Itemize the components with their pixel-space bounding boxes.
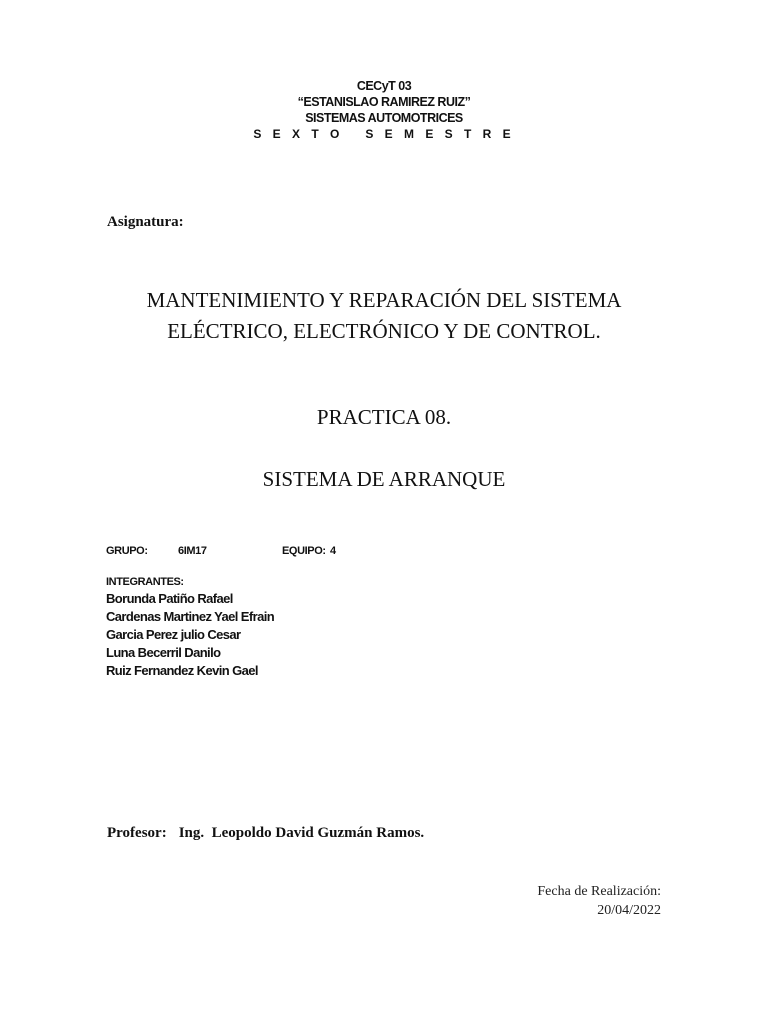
- subject-title: [0, 285, 768, 347]
- date-value: 20/04/2022: [597, 903, 661, 918]
- professor-name: Ing. Leopoldo David Guzmán Ramos.: [178, 825, 425, 841]
- professor-label: Profesor:: [107, 825, 167, 841]
- member-item: Cardenas Martinez Yael Efrain: [106, 609, 275, 624]
- practice-number: PRACTICA 08.: [316, 405, 452, 429]
- program-name: SISTEMAS AUTOMOTRICES: [305, 111, 463, 125]
- practice-topic: SISTEMA DE ARRANQUE: [262, 467, 506, 491]
- professor-line: [107, 825, 424, 842]
- team-label: EQUIPO:: [282, 545, 326, 557]
- semester: S E X T O S E M E S T R E: [253, 127, 515, 141]
- member-item: Garcia Perez julio Cesar: [106, 627, 241, 642]
- member-item: Ruiz Fernandez Kevin Gael: [106, 663, 258, 678]
- school-code: CECyT 03: [356, 79, 412, 93]
- date-block: [537, 882, 661, 920]
- school-header: [0, 78, 768, 142]
- members-label: INTEGRANTES:: [106, 576, 184, 588]
- group-value: 6IM17: [178, 545, 207, 557]
- date-label: Fecha de Realización:: [537, 884, 661, 899]
- asignatura-label: Asignatura:: [107, 214, 184, 230]
- members-list: [106, 590, 274, 680]
- team-value: 4: [330, 545, 336, 557]
- members-section: [106, 575, 274, 680]
- school-name: “ESTANISLAO RAMIREZ RUIZ”: [297, 95, 471, 109]
- subject-line-2: ELÉCTRICO, ELECTRÓNICO Y DE CONTROL.: [167, 319, 601, 343]
- group-label: GRUPO:: [106, 545, 148, 557]
- subject-line-1: MANTENIMIENTO Y REPARACIÓN DEL SISTEMA: [146, 288, 622, 312]
- member-item: Luna Becerril Danilo: [106, 645, 221, 660]
- member-item: Borunda Patiño Rafael: [106, 591, 233, 606]
